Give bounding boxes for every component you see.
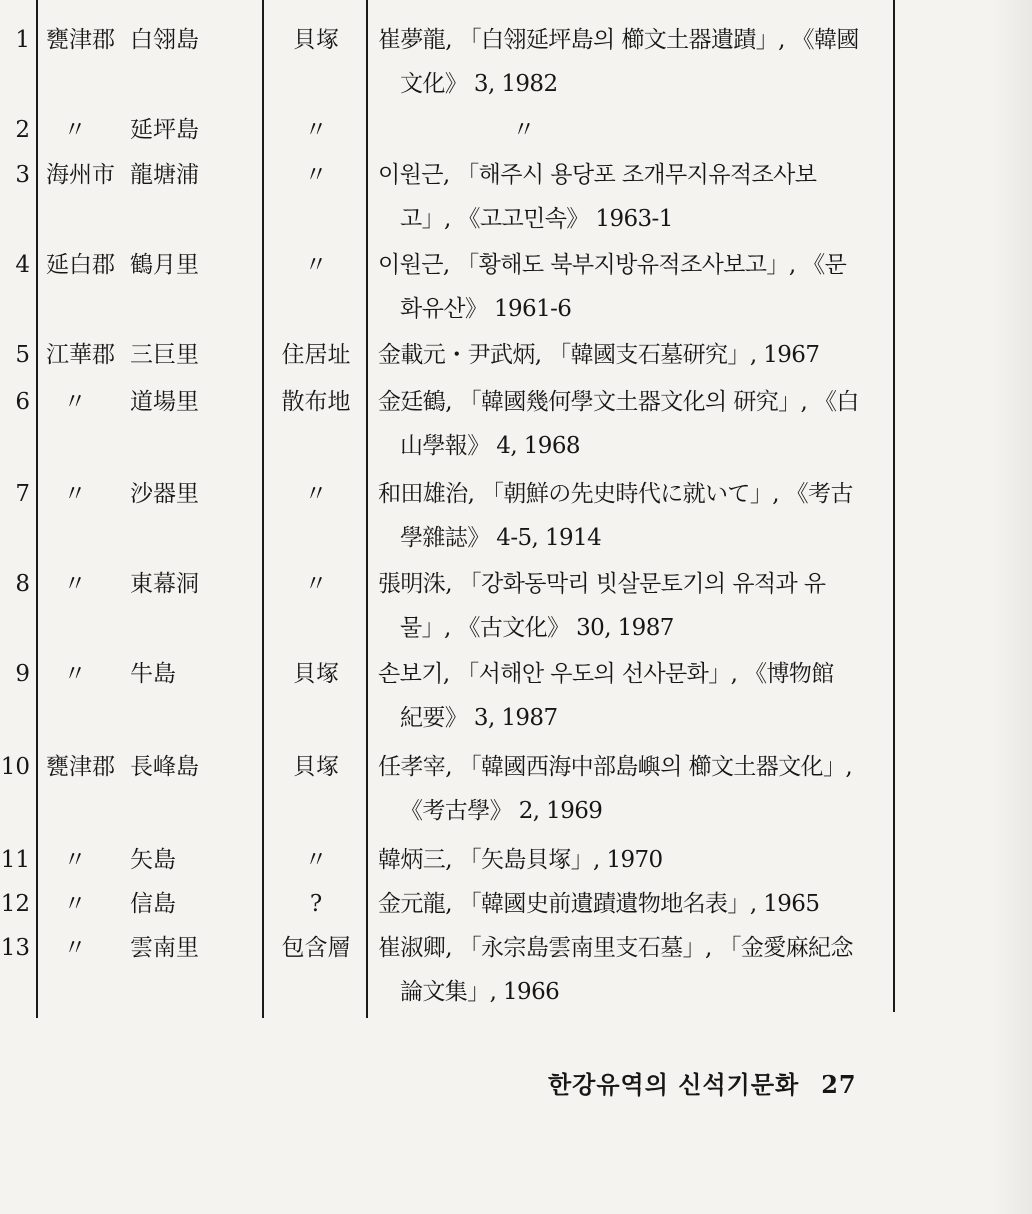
region-cell: 〃 — [63, 847, 87, 873]
site-type-cell: 貝塚 — [293, 661, 339, 687]
site-name-cell: 白翎島 — [130, 27, 199, 53]
reference-line: 張明洙, 「강화동막리 빗살문토기의 유적과 유 — [378, 571, 826, 597]
row-number: 1 — [15, 27, 30, 53]
site-type-cell: 〃 — [304, 117, 328, 143]
reference-line: 金廷鶴, 「韓國幾何學文土器文化의 研究」, 《白 — [378, 389, 859, 415]
region-cell: 〃 — [63, 571, 87, 597]
reference-cell — [378, 153, 888, 241]
reference-line: 學雜誌》 4-5, 1914 — [400, 525, 602, 551]
region-cell: 〃 — [63, 661, 87, 687]
reference-line: 崔夢龍, 「白翎延坪島의 櫛文土器遺蹟」, 《韓國 — [378, 27, 859, 53]
reference-line: 金元龍, 「韓國史前遺蹟遺物地名表」, 1965 — [378, 891, 820, 917]
site-name-cell: 牛島 — [130, 661, 176, 687]
site-type-cell: 〃 — [304, 481, 328, 507]
site-type-cell: 散布地 — [281, 389, 351, 415]
region-cell: 〃 — [63, 481, 87, 507]
row-number: 13 — [0, 935, 30, 961]
reference-line: 화유산》 1961-6 — [400, 296, 572, 322]
site-name-cell: 長峰島 — [130, 754, 199, 780]
reference-line: 손보기, 「서해안 우도의 선사문화」, 《博物館 — [378, 661, 834, 687]
site-type-cell: 貝塚 — [293, 27, 339, 53]
region-cell: 〃 — [63, 389, 87, 415]
row-number: 8 — [15, 571, 30, 597]
page-number: 27 — [821, 1070, 857, 1099]
row-number: 11 — [0, 847, 30, 873]
running-title: 한강유역의 신석기문화 — [548, 1070, 800, 1099]
row-number: 7 — [15, 481, 30, 507]
row-number: 10 — [0, 754, 30, 780]
reference-line: 고」, 《고고민속》 1963-1 — [400, 206, 673, 232]
site-type-cell: 包含層 — [281, 935, 351, 961]
site-name-cell: 道場里 — [130, 389, 199, 415]
site-name-cell: 鶴月里 — [130, 252, 199, 278]
row-number: 12 — [0, 891, 30, 917]
table-rule-left — [36, 0, 38, 1018]
site-name-cell: 三巨里 — [130, 342, 199, 368]
reference-cell — [378, 380, 888, 468]
site-type-cell: 〃 — [304, 847, 328, 873]
reference-line: 이원근, 「해주시 용당포 조개무지유적조사보 — [378, 162, 817, 188]
region-cell: 〃 — [63, 117, 87, 143]
reference-line: 任孝宰, 「韓國西海中部島嶼의 櫛文土器文化」, — [378, 754, 853, 780]
reference-cell — [378, 745, 888, 833]
reference-line: 山學報》 4, 1968 — [400, 433, 580, 459]
reference-cell — [378, 472, 888, 560]
site-name-cell: 龍塘浦 — [130, 162, 199, 188]
reference-cell — [378, 108, 888, 152]
reference-line: 文化》 3, 1982 — [400, 71, 558, 97]
row-number: 3 — [15, 162, 30, 188]
region-cell: 江華郡 — [46, 342, 115, 368]
row-number: 4 — [15, 252, 30, 278]
reference-line: 이원근, 「황해도 북부지방유적조사보고」, 《문 — [378, 252, 847, 278]
reference-line: 論文集」, 1966 — [400, 979, 560, 1005]
reference-line: 《考古學》 2, 1969 — [400, 798, 603, 824]
region-cell: 延白郡 — [46, 252, 115, 278]
site-name-cell: 延坪島 — [130, 117, 199, 143]
table-rule-middle — [262, 0, 264, 1018]
reference-cell — [378, 243, 888, 331]
site-type-cell: 〃 — [304, 252, 328, 278]
site-type-cell: 住居址 — [281, 342, 351, 368]
region-cell: 〃 — [63, 891, 87, 917]
site-type-cell: ? — [309, 891, 323, 917]
reference-line: 紀要》 3, 1987 — [400, 705, 558, 731]
reference-cell — [378, 652, 888, 740]
reference-line: 물」, 《古文化》 30, 1987 — [400, 615, 674, 641]
region-cell: 海州市 — [46, 162, 115, 188]
region-cell: 〃 — [63, 935, 87, 961]
row-number: 2 — [15, 117, 30, 143]
reference-cell — [378, 882, 888, 926]
reference-line: 〃 — [378, 117, 535, 143]
page-edge-shadow — [992, 0, 1032, 1214]
site-name-cell: 沙器里 — [130, 481, 199, 507]
site-name-cell: 信島 — [130, 891, 176, 917]
reference-cell — [378, 18, 888, 106]
region-cell: 甕津郡 — [46, 27, 115, 53]
site-name-cell: 矢島 — [130, 847, 176, 873]
reference-cell — [378, 926, 888, 1014]
reference-line: 崔淑卿, 「永宗島雲南里支石墓」, 「金愛麻紀念 — [378, 935, 853, 961]
row-number: 9 — [15, 661, 30, 687]
reference-line: 金載元・尹武炳, 「韓國支石墓研究」, 1967 — [378, 342, 820, 368]
site-type-cell: 貝塚 — [293, 754, 339, 780]
site-name-cell: 東幕洞 — [130, 571, 199, 597]
reference-cell — [378, 562, 888, 650]
reference-cell — [378, 333, 888, 377]
site-type-cell: 〃 — [304, 571, 328, 597]
row-number: 5 — [15, 342, 30, 368]
region-cell: 甕津郡 — [46, 754, 115, 780]
reference-line: 和田雄治, 「朝鮮の先史時代に就いて」, 《考古 — [378, 481, 853, 507]
site-type-cell: 〃 — [304, 162, 328, 188]
table-rule-right — [893, 0, 895, 1012]
row-number: 6 — [15, 389, 30, 415]
reference-cell — [378, 838, 888, 882]
reference-line: 韓炳三, 「矢島貝塚」, 1970 — [378, 847, 663, 873]
table-rule-right-inner — [366, 0, 368, 1018]
site-name-cell: 雲南里 — [130, 935, 199, 961]
page-footer — [548, 1065, 857, 1100]
